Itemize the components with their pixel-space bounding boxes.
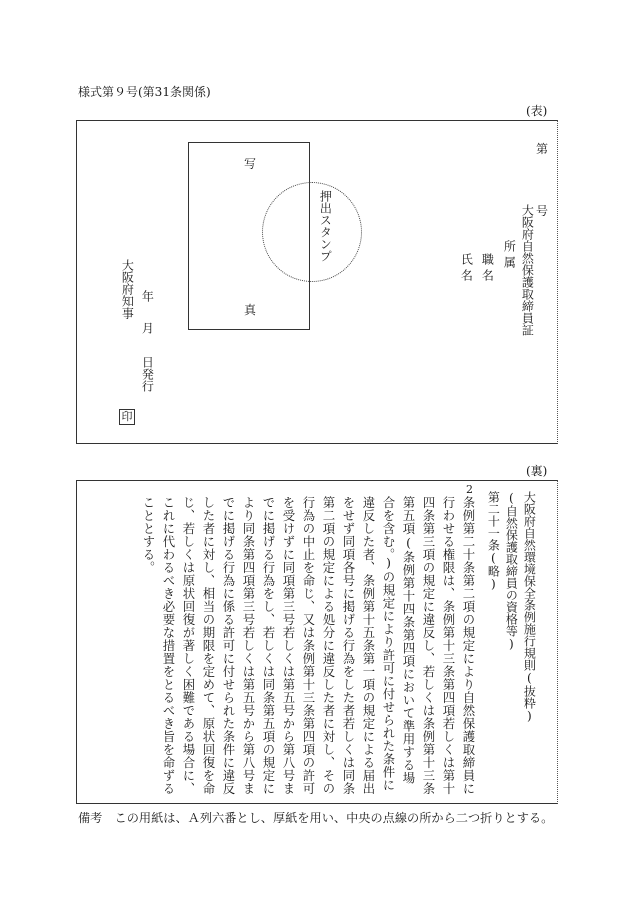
affiliation-label: 所属 [502,240,517,272]
back-heading: 大阪府自然環境保全条例施行規則(抜粋) [522,491,537,723]
back-label: (裏) [526,464,548,478]
certificate-title: 大阪府自然保護取締員証 [520,204,535,336]
back-page-number: 2 [466,483,473,496]
date-issued-label: 日発行 [140,356,155,392]
year-label: 年 [140,290,155,302]
number-suffix: 号 [536,204,549,218]
seal-mark: 印 [119,409,135,425]
form-title: 様式第９号(第31条関係) [78,85,211,99]
stamp-label: 押出スタンプ [318,190,333,262]
photo-label-bottom: 真 [244,303,257,317]
month-label: 月 [140,322,155,334]
back-body: 条例第二十条第二項の規定により自然保護取締員に行わせる権限は、条例第十三条第四項若しくは第十四条第三項の規定に違反し、若しくは条例第十三条第五項(条例第十四条第四項において準用する場合を含む。)の規定により許可に付せられた条件に違反した者、条例第十五条第一項の規定による届出をせず同項各号に掲げる行為をした者若しくは同条第二項の規定による処分に違反した者に対し、その行為の中止を命じ、又は条例第十三条第四項の許可を受けずに同項第三号若しくは第五号から第八号までに掲げる行為をし、若しくは同条第五項の規定により同条第四項第三号若しくは第五号から第八号までに掲げる行為に係る許可に付せられた条件に違反した者に対し、相当の期限を定めて、原状回復を命じ、若しくは原状回復が著しく困難である場合に、これに代わるべき必要な措置をとるべき旨を命ずることとする。 [141,496,476,795]
footer-note: 備考 この用紙は、Ａ列六番とし、厚紙を用い、中央の点線の所から二つ折りとする。 [78,811,554,825]
front-label: (表) [526,104,548,118]
photo-label-top: 写 [244,157,257,171]
position-label: 職名 [480,253,495,285]
back-article: 第二十一条(略) [486,491,501,591]
governor-label: 大阪府知事 [120,259,135,319]
back-subheading: (自然保護取締員の資格等) [504,491,519,651]
stamp-circle [262,182,362,282]
number-prefix: 第 [536,142,549,156]
name-label: 氏名 [459,253,474,285]
